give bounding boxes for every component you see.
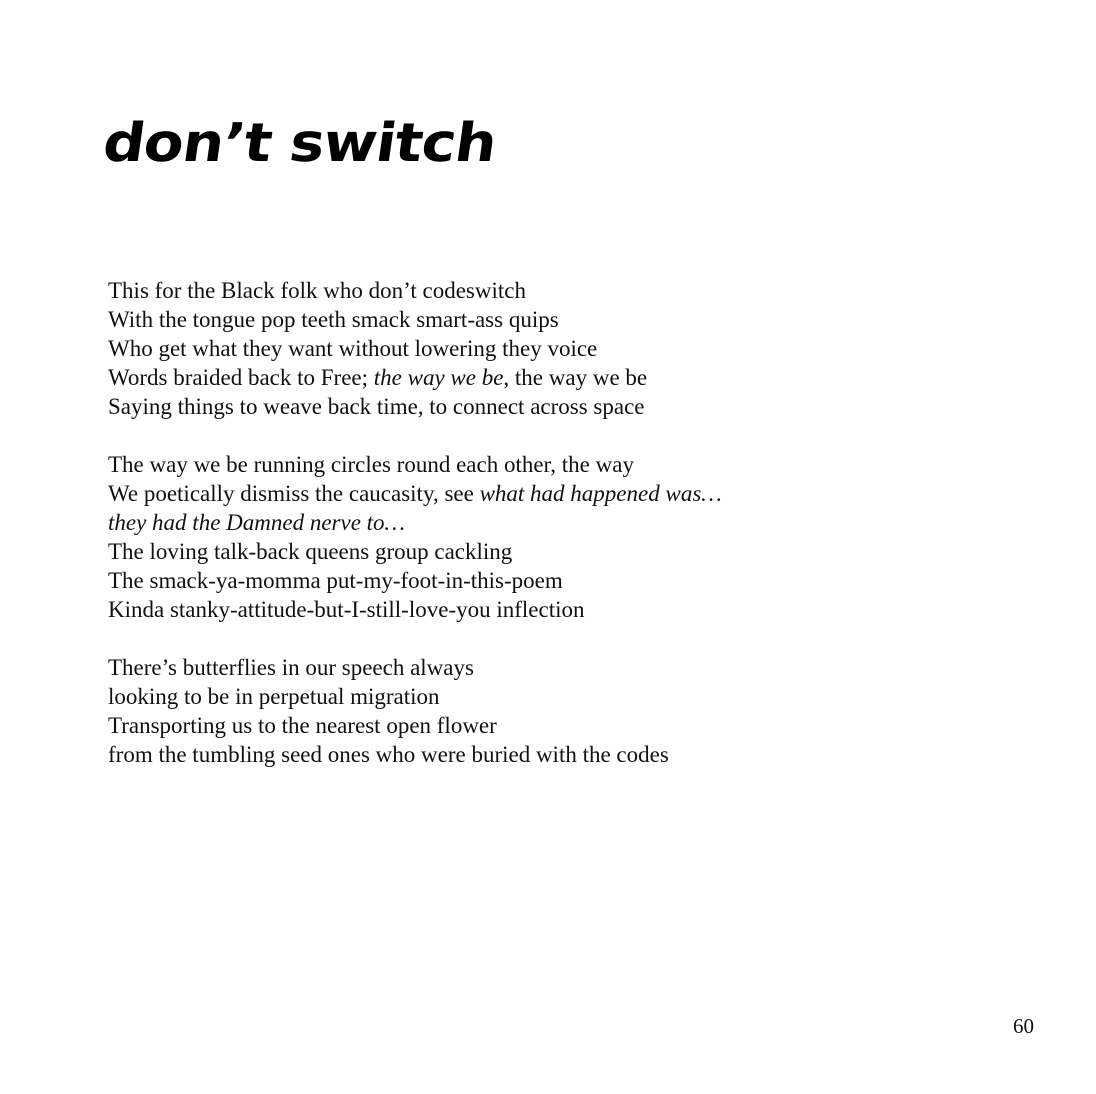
poem-line — [108, 450, 1008, 479]
poem-line — [108, 392, 1008, 421]
poem-line — [108, 363, 1008, 392]
line-text: There’s butterflies in our speech always — [108, 655, 474, 680]
poem-line — [108, 566, 1008, 595]
line-text: Transporting us to the nearest open flower — [108, 713, 497, 738]
line-text: Words braided back to Free; — [108, 365, 374, 390]
line-text: With the tongue pop teeth smack smart-ass quips — [108, 307, 559, 332]
line-text: We poetically dismiss the caucasity, see — [108, 481, 480, 506]
stanza-1 — [108, 276, 1008, 421]
poem-title: don’t switch — [99, 111, 501, 174]
line-text: The way we be running circles round each other, the way — [108, 452, 634, 477]
poem-line — [108, 479, 1008, 508]
line-text: This for the Black folk who don’t codeswitch — [108, 278, 526, 303]
line-text: Saying things to weave back time, to connect across space — [108, 394, 645, 419]
stanza-3 — [108, 653, 1008, 769]
poem-line — [108, 595, 1008, 624]
poem-line — [108, 711, 1008, 740]
line-text: The loving talk-back queens group cackling — [108, 539, 513, 564]
poem-line — [108, 682, 1008, 711]
poem-line — [108, 740, 1008, 769]
line-text-after: , the way we be — [503, 365, 648, 390]
line-italic-text: what had happened was… — [479, 481, 722, 506]
poem-line — [108, 276, 1008, 305]
poem-line — [108, 508, 1008, 537]
line-text: The smack-ya-momma put-my-foot-in-this-poem — [108, 568, 563, 593]
stanza-2 — [108, 450, 1008, 624]
line-text: looking to be in perpetual migration — [108, 684, 440, 709]
line-text: Who get what they want without lowering they voice — [108, 336, 598, 361]
poem-body — [108, 276, 1008, 798]
line-italic-text: they had the Damned nerve to… — [108, 510, 406, 535]
poem-line — [108, 653, 1008, 682]
line-text: from the tumbling seed ones who were buried with the codes — [108, 742, 669, 767]
poem-line — [108, 334, 1008, 363]
page-number: 60 — [1013, 1014, 1034, 1038]
poem-line — [108, 305, 1008, 334]
line-text: Kinda stanky-attitude-but-I-still-love-you inflection — [108, 597, 585, 622]
poem-line — [108, 537, 1008, 566]
line-italic-text: the way we be — [373, 365, 504, 390]
